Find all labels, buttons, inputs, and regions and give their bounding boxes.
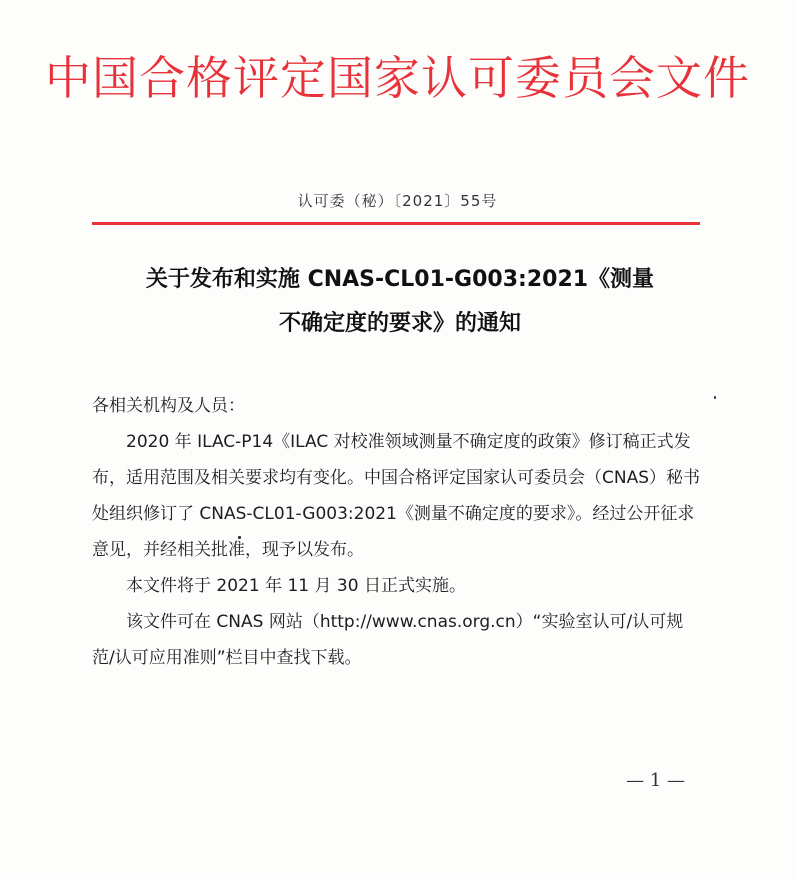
body-paragraph-2: 本文件将于 2021 年 11 月 30 日正式实施。 <box>126 576 466 596</box>
notice-title-line-1: 关于发布和实施 CNAS-CL01-G003:2021《测量 <box>145 267 655 292</box>
scan-speck <box>714 396 716 399</box>
scan-speck <box>238 536 241 539</box>
body-paragraph-1: 2020 年 ILAC-P14《ILAC 对校准领域测量不确定度的政策》修订稿正式发布，适用范围及相关要求均有变化。中国合格评定国家认可委员会（CNAS）秘书处组织修订了 CNAS-CL01-G003:2021《测量不确定度的要求》。经过公开征求意见，并经相关批准，现予以发布。 <box>92 432 701 560</box>
notice-title-line-2: 不确定度的要求》的通知 <box>278 311 521 336</box>
notice-body <box>92 388 704 676</box>
document-number: 认可委（秘）〔2021〕55号 <box>297 192 498 210</box>
notice-title <box>70 258 730 346</box>
red-divider-line <box>92 222 700 225</box>
page-number: — 1 — <box>626 770 685 791</box>
issuing-organization-title: 中国合格评定国家认可委员会文件 <box>45 51 750 105</box>
salutation: 各相关机构及人员： <box>92 396 245 416</box>
body-paragraph-3: 该文件可在 CNAS 网站（http://www.cnas.org.cn）“实验室认可/认可规范/认可应用准则”栏目中查找下载。 <box>92 612 684 668</box>
